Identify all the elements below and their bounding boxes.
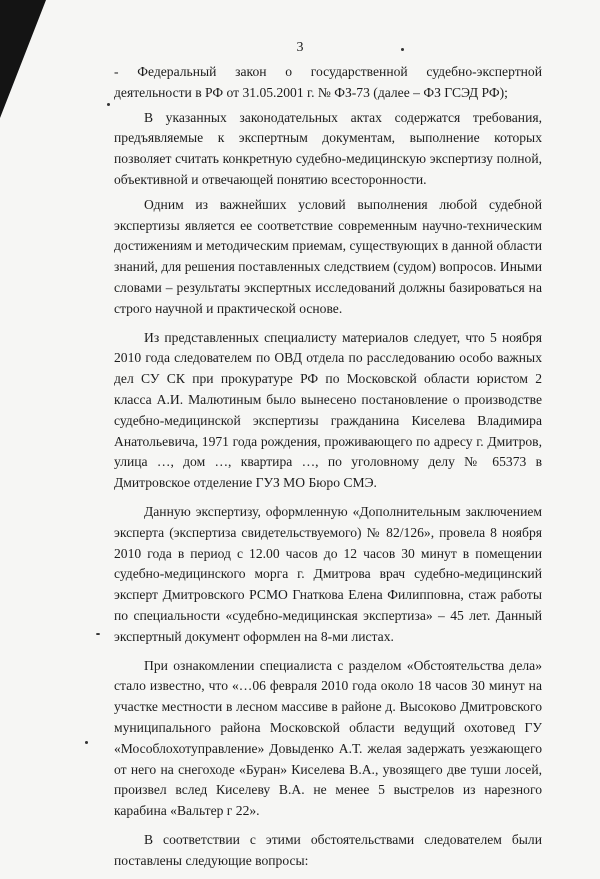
scan-speck — [96, 633, 100, 635]
document-body — [114, 62, 542, 879]
paragraph-law-reference: - Федеральный закон о государственной судебно-экспертной деятельности в РФ от 31.05.2001 г. № ФЗ-73 (далее – ФЗ ГСЭД РФ); — [114, 64, 542, 100]
paragraph-case-materials: Из представленных специалисту материалов следует, что 5 ноября 2010 года следователем по ОВД отдела по расследованию особо важных дел СУ СК при прокуратуре РФ по Московской области юристом 2 класса А.И. Малютиным было вынесено постановление о производстве судебно-медицинской экспертизы гражданина Киселева Владимира Анатольевича, 1971 года рождения, проживающего по адресу г. Дмитров, улица …, дом …, квартира …, по уголовному делу № 65373 в Дмитровское отделение ГУЗ МО Бюро СМЭ. — [114, 329, 542, 491]
paragraph-expertise-details: Данную экспертизу, оформленную «Дополнительным заключением эксперта (экспертиза свидетельствуемого) № 82/126», провела 8 ноября 2010 года в период с 12.00 часов до 12 часов 30 минут в помещении судебно-медицинского морга г. Дмитрова врач судебно-медицинский эксперт Дмитровского РСМО Гнаткова Елена Филипповна, стаж работы по специальности «судебно-медицинская экспертиза» – 45 лет. Данный экспертный документ оформлен на 8-ми листах. — [114, 503, 542, 644]
scan-corner-shadow — [0, 0, 46, 118]
paragraph-questions-intro: В соответствии с этими обстоятельствами следователем были поставлены следующие вопросы: — [114, 831, 542, 868]
paragraph-case-circumstances: При ознакомлении специалиста с разделом «Обстоятельства дела» стало известно, что «…06 февраля 2010 года около 18 часов 30 минут на участке местности в лесном массиве в районе д. Высоково Дмитровского муниципального района Московской области ведущий охотовед ГУ «Мособлохотуправление» Довыденко А.Т. желая задержать уезжающего от него на снегоходе «Буран» Киселева В.А., увозящего две туши лосей, произвел вслед Киселеву В.А. не менее 5 выстрелов из нарезного карабина «Вальтер г 22». — [114, 657, 542, 819]
scan-speck — [107, 103, 110, 106]
paragraph-expertise-conditions: Одним из важнейших условий выполнения любой судебной экспертизы является ее соответствие современным научно-техническим достижениям и методическим приемам, существующих в данной области знаний, для решения поставленных следствием (судом) вопросов. Иными словами – результаты экспертных исследований должны базироваться на строго научной и практической основе. — [114, 196, 542, 316]
paragraph-requirements: В указанных законодательных актах содержатся требования, предъявляемые к экспертным документам, выполнение которых позволяет считать конкретную судебно-медицинскую экспертизу полной, объективной и отвечающей понятию всесторонности. — [114, 109, 542, 187]
page-number: 3 — [296, 40, 304, 55]
scan-speck — [85, 741, 88, 744]
